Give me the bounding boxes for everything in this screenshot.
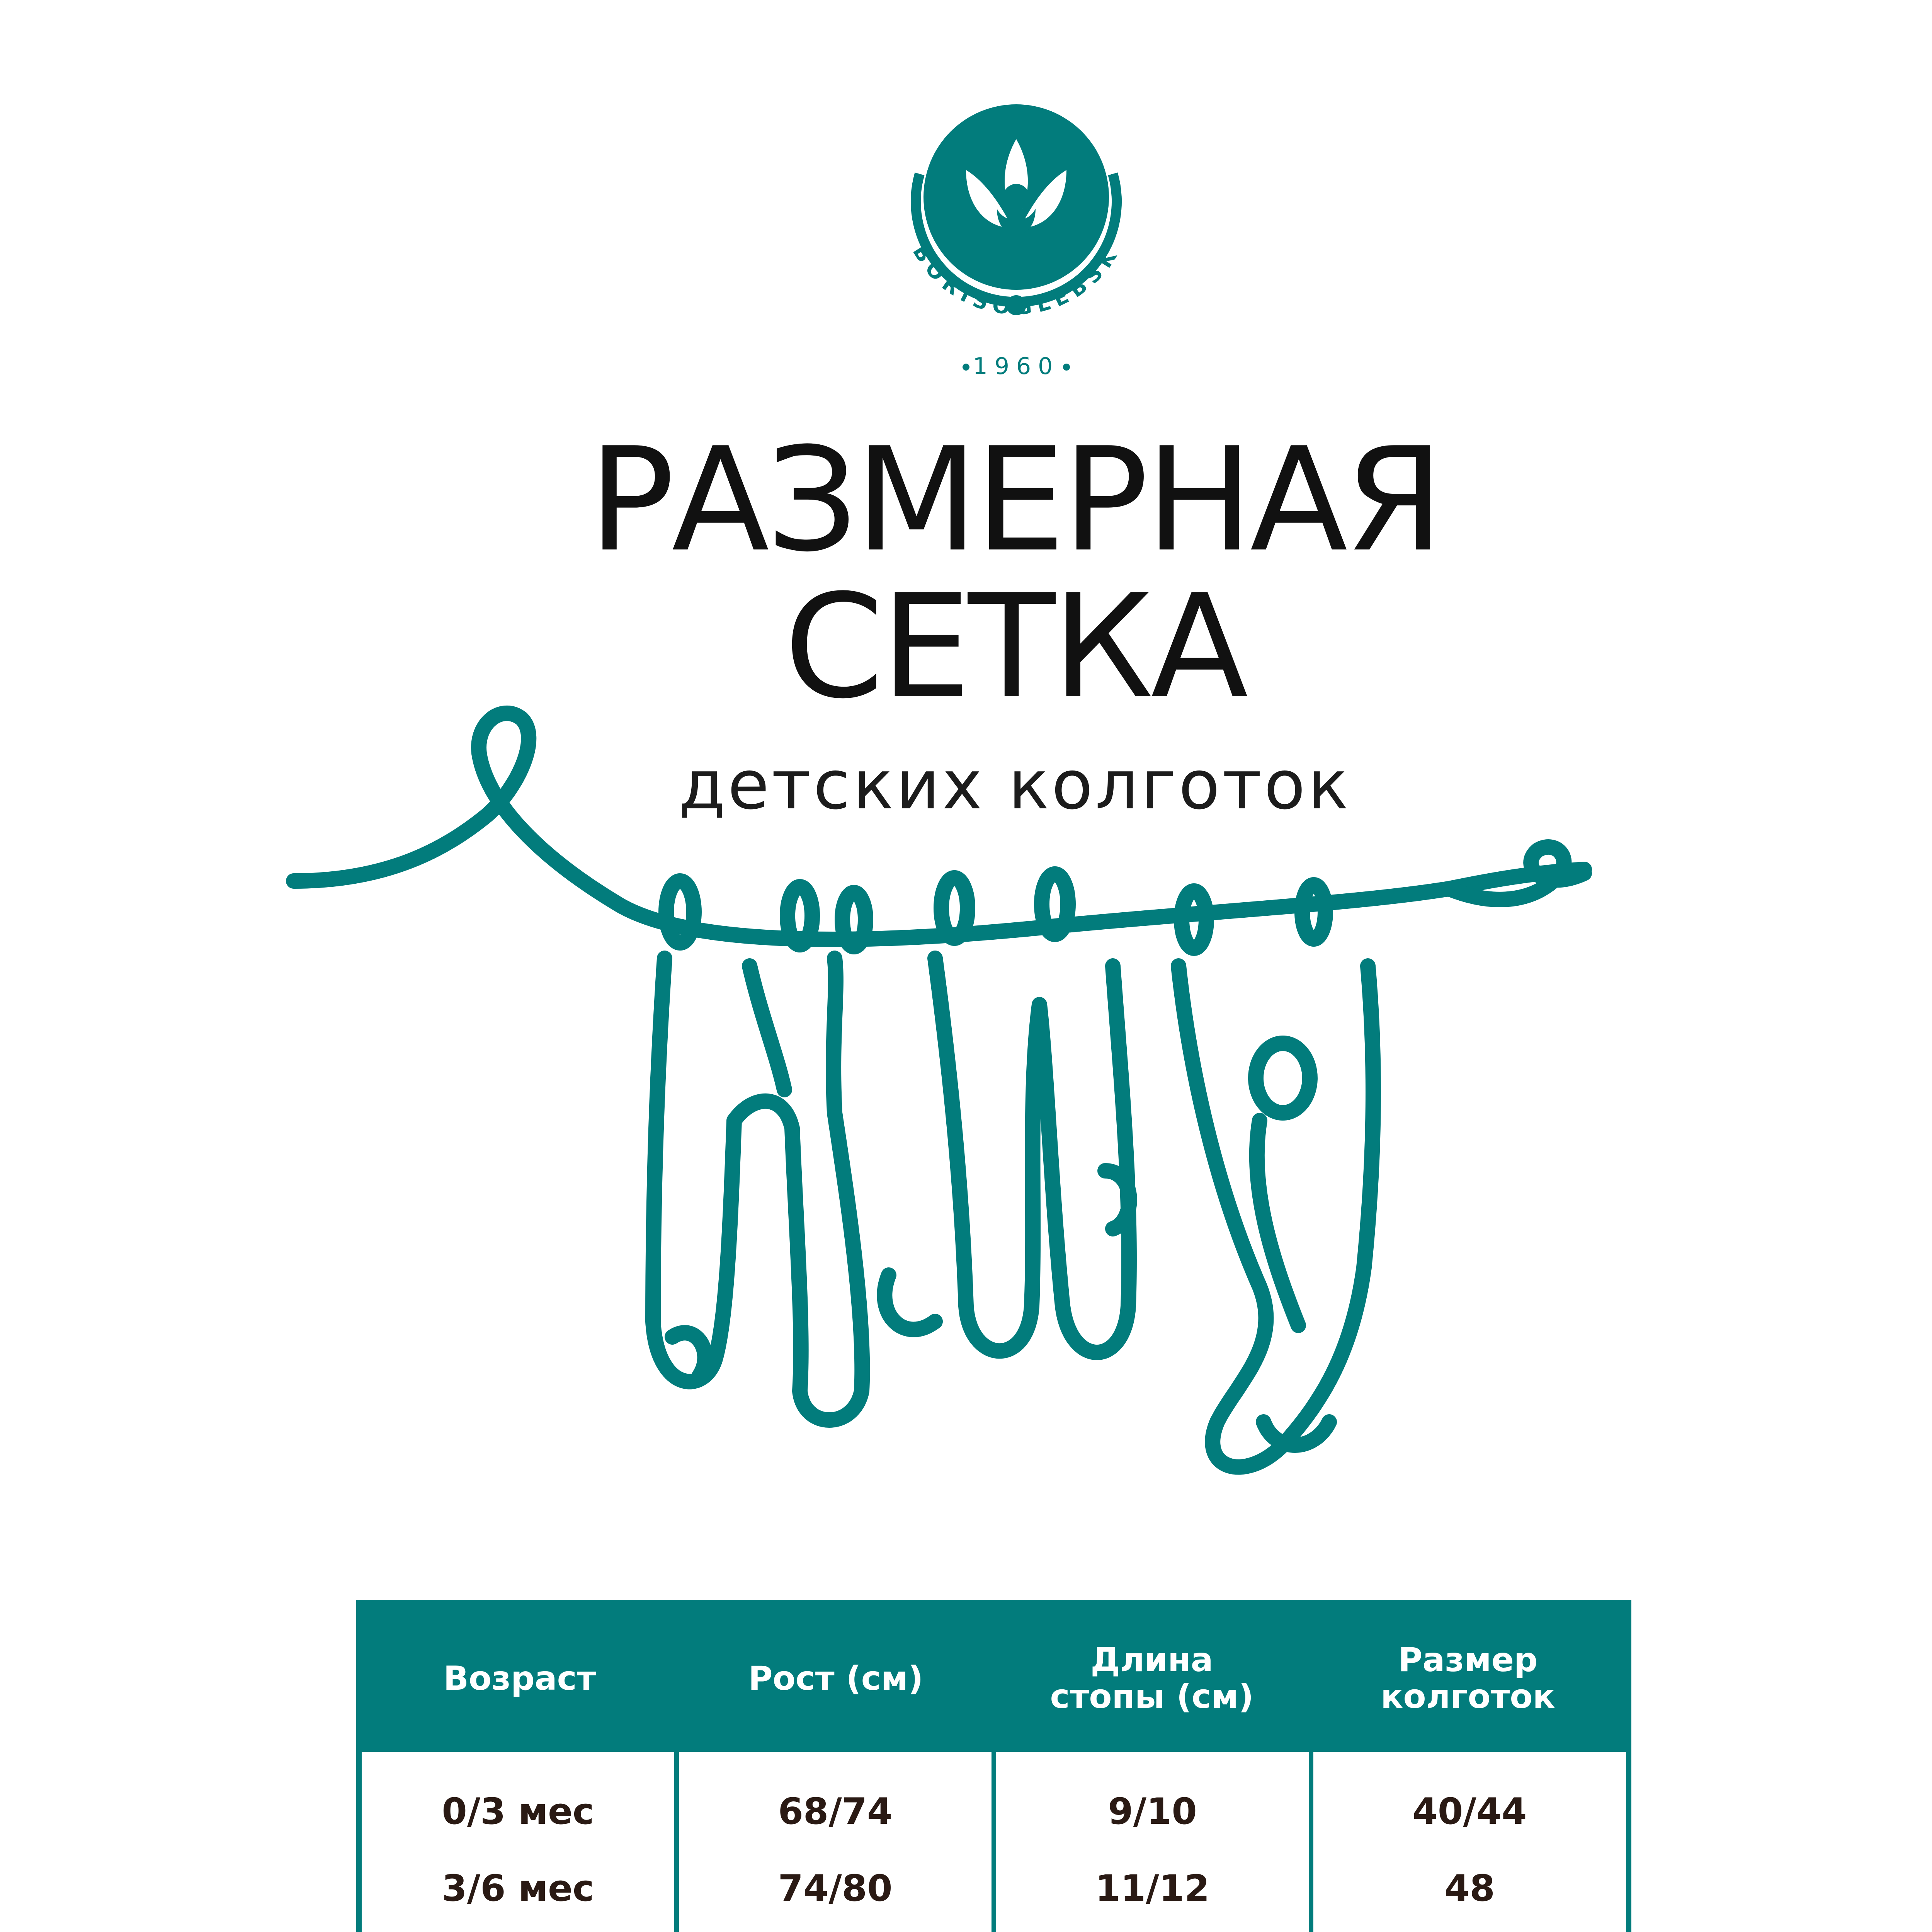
page-subtitle: детских колготок <box>679 746 1351 825</box>
table-cell-age: 0/3 мес <box>442 1791 594 1833</box>
size-table <box>356 1600 1631 1932</box>
table-cell-size: 40/44 <box>1412 1791 1527 1833</box>
table-cell-height: 74/80 <box>778 1867 893 1910</box>
table-cell-age: 3/6 мес <box>442 1867 594 1910</box>
header-age: Возраст <box>443 1659 596 1698</box>
table-cell-foot: 9/10 <box>1108 1791 1197 1833</box>
brand-year: 1960 <box>973 353 1060 380</box>
page-title-line2: СЕТКА <box>784 564 1245 730</box>
page-title-line1: РАЗМЕРНАЯ <box>588 417 1441 583</box>
header-foot-length: Длина стопы (см) <box>1050 1641 1254 1716</box>
header-tights-size: Размер колготок <box>1381 1641 1555 1716</box>
brand-name: BORISOGLEBSK <box>908 240 1125 320</box>
table-cell-foot: 11/12 <box>1095 1867 1210 1910</box>
header-height: Рост (см) <box>748 1659 923 1698</box>
column-foot-length <box>992 1752 1309 1932</box>
column-age <box>362 1752 674 1932</box>
table-header <box>362 1605 1626 1752</box>
table-cell-size: 48 <box>1444 1867 1495 1910</box>
clothesline-illustration <box>270 688 1700 1577</box>
table-cell-height: 68/74 <box>778 1791 893 1833</box>
column-tights-size <box>1309 1752 1626 1932</box>
column-height <box>674 1752 992 1932</box>
table-body <box>362 1752 1626 1932</box>
brand-logo <box>869 81 1163 390</box>
